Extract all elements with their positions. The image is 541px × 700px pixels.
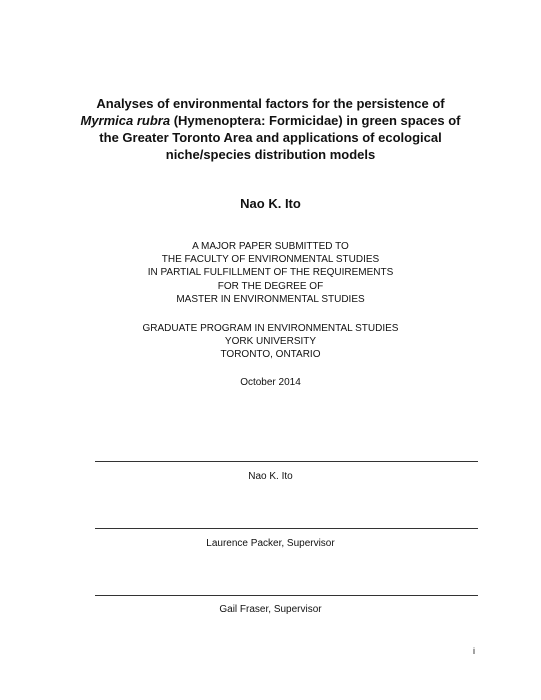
- signature-name: Gail Fraser, Supervisor: [219, 604, 322, 615]
- signature-name: Laurence Packer, Supervisor: [206, 538, 335, 549]
- submission-line: FOR THE DEGREE OF: [217, 280, 324, 292]
- page-number: i: [473, 646, 475, 656]
- title-line-1: Analyses of environmental factors for the persistence of: [96, 96, 445, 111]
- signature-line: [95, 528, 478, 529]
- submission-line: A MAJOR PAPER SUBMITTED TO: [192, 241, 349, 252]
- paper-title: [70, 95, 471, 163]
- signature-name: Nao K. Ito: [248, 471, 293, 482]
- title-line-3: the Greater Toronto Area and applications of ecological: [99, 130, 442, 145]
- submission-line: IN PARTIAL FULFILLMENT OF THE REQUIREMENTS: [147, 267, 394, 279]
- species-name: Myrmica rubra: [80, 113, 171, 128]
- program-line: GRADUATE PROGRAM IN ENVIRONMENTAL STUDIES: [142, 323, 399, 334]
- program-line: TORONTO, ONTARIO: [220, 349, 321, 361]
- submission-line: THE FACULTY OF ENVIRONMENTAL STUDIES: [161, 254, 380, 266]
- author-name: Nao K. Ito: [240, 196, 301, 211]
- title-line-4: niche/species distribution models: [165, 147, 376, 162]
- title-line-2-rest: (Hymenoptera: Formicidae) in green spaces of: [170, 113, 461, 128]
- submission-line: MASTER IN ENVIRONMENTAL STUDIES: [176, 293, 365, 305]
- submission-statement: [0, 240, 541, 306]
- program-line: YORK UNIVERSITY: [224, 336, 317, 348]
- signature-line: [95, 461, 478, 462]
- date: October 2014: [240, 377, 301, 388]
- signature-line: [95, 595, 478, 596]
- title-line-2: [70, 112, 471, 129]
- program-block: [0, 322, 541, 362]
